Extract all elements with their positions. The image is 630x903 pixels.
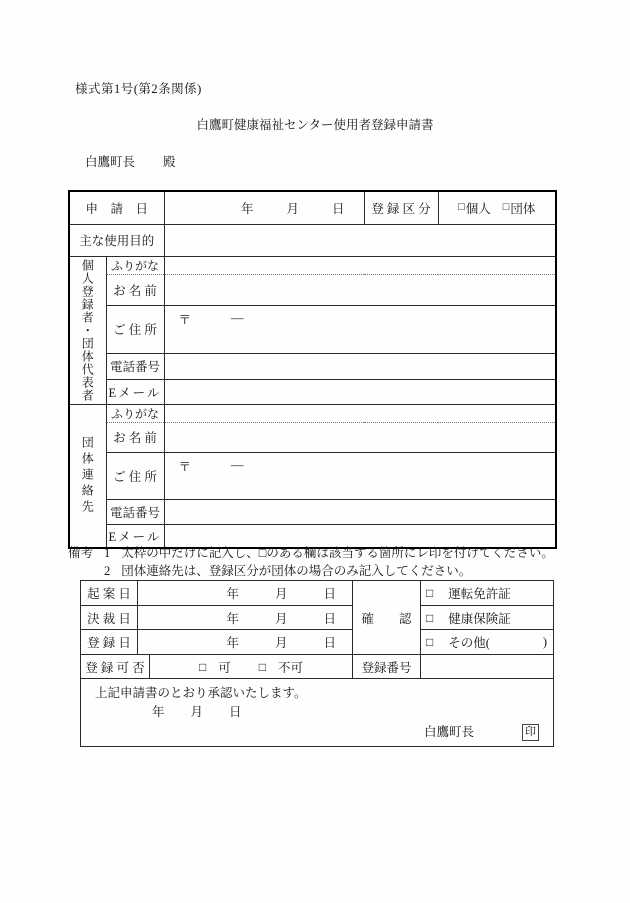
category-options-cell [438, 191, 556, 224]
document-option-insurance [421, 606, 554, 630]
seal-mark: 印 [522, 724, 539, 741]
org-furigana-label: ふりがな [106, 404, 164, 422]
date-unit-labels [144, 633, 346, 651]
category-option-individual [458, 199, 491, 217]
note-line-2 [104, 562, 554, 580]
day-label: 日 [229, 705, 242, 719]
decision-date-row [81, 606, 554, 630]
draft-date-row [81, 581, 554, 606]
document-option-license [421, 581, 554, 606]
month-label: 月 [274, 587, 288, 601]
person-email-field[interactable] [164, 379, 556, 404]
decision-date-label: 決 裁 日 [81, 606, 138, 630]
confirm-label: 確 認 [353, 581, 421, 655]
year-label: 年 [152, 705, 165, 719]
person-name-field[interactable] [164, 275, 556, 306]
approval-row [81, 655, 554, 679]
date-unit-labels [144, 609, 346, 627]
purpose-row [69, 224, 556, 256]
mayor-signature-line [95, 722, 539, 742]
org-name-field[interactable] [164, 422, 556, 452]
person-furigana-field[interactable] [164, 256, 556, 275]
approval-label: 登 録 可 否 [81, 655, 150, 679]
month-label: 月 [190, 705, 204, 719]
org-address-field[interactable] [164, 452, 556, 499]
postal-line [171, 453, 550, 475]
person-name-row [69, 275, 556, 306]
other-label: その他( [448, 636, 490, 650]
license-checkbox[interactable]: □ [426, 586, 434, 600]
note-text: 太枠の中だけに記入し、□のある欄は該当する箇所にレ印を付けてください。 [121, 546, 554, 560]
month-label: 月 [286, 201, 299, 216]
category-option-group [503, 199, 536, 217]
person-furigana-row [69, 256, 556, 275]
postal-dash: ― [231, 458, 244, 472]
draft-date-field[interactable] [138, 581, 353, 606]
year-label: 年 [226, 611, 239, 626]
office-use-table [80, 580, 554, 747]
month-label: 月 [274, 611, 288, 626]
insurance-label: 健康保険証 [448, 611, 511, 626]
note-line-1 [68, 544, 554, 562]
org-furigana-row [69, 404, 556, 422]
purpose-field[interactable] [164, 224, 556, 256]
date-unit-labels [144, 584, 346, 602]
day-label: 日 [323, 587, 336, 601]
person-address-field[interactable] [164, 305, 556, 353]
application-date-field[interactable] [164, 191, 364, 224]
day-label: 日 [323, 636, 336, 650]
purpose-label: 主な使用目的 [69, 224, 164, 256]
person-email-label: Eメール [106, 379, 164, 404]
registration-date-label: 登 録 日 [81, 630, 138, 655]
registration-date-field[interactable] [138, 630, 353, 655]
addressee-line [85, 152, 176, 170]
insurance-checkbox[interactable]: □ [426, 610, 434, 625]
individual-label: 個人 [465, 201, 491, 216]
note-text: 団体連絡先は、登録区分が団体の場合のみ記入してください。 [121, 564, 472, 578]
approval-statement-row [81, 679, 554, 747]
mayor-label: 白鷹町長 [423, 725, 474, 739]
month-label: 月 [274, 636, 288, 650]
addressee-honorific: 殿 [163, 155, 176, 169]
registration-number-field[interactable] [421, 655, 554, 679]
decision-date-field[interactable] [138, 606, 353, 630]
approval-date-line[interactable] [152, 703, 539, 722]
org-address-row [69, 452, 556, 499]
approve-label: 可 [218, 660, 231, 675]
form-number: 様式第1号(第2条関係) [75, 82, 202, 96]
year-label: 年 [226, 587, 239, 601]
category-label: 登 録 区 分 [364, 191, 438, 224]
year-label: 年 [226, 636, 239, 650]
application-table [68, 190, 557, 549]
day-label: 日 [331, 201, 345, 216]
approval-option-no [259, 658, 303, 676]
individual-checkbox[interactable]: □ [458, 201, 465, 214]
person-phone-label: 電話番号 [106, 354, 164, 380]
approval-statement: 上記申請書のとおり承認いたします。 [95, 686, 307, 700]
group-label: 団体 [510, 201, 536, 216]
org-furigana-field[interactable] [164, 404, 556, 422]
org-name-row [69, 422, 556, 452]
person-phone-row [69, 354, 556, 380]
document-option-other [421, 630, 554, 655]
approval-statement-cell [81, 679, 554, 747]
application-date-label: 申 請 日 [69, 191, 164, 224]
group-checkbox[interactable]: □ [502, 201, 510, 214]
org-phone-label: 電話番号 [106, 499, 164, 524]
person-address-row [69, 305, 556, 353]
approval-options-cell [150, 655, 353, 679]
person-email-row [69, 379, 556, 404]
draft-date-label: 起 案 日 [81, 581, 138, 606]
person-furigana-label: ふりがな [106, 256, 164, 275]
application-date-row [69, 191, 556, 224]
notes-label: 備考 [68, 546, 94, 560]
org-address-label: ご 住 所 [106, 452, 164, 499]
notes-block [68, 544, 554, 580]
approve-checkbox[interactable]: □ [198, 659, 207, 674]
note-number: 2 [104, 564, 111, 578]
postal-line [171, 306, 550, 328]
day-label: 日 [323, 611, 336, 626]
org-email-label: Eメール [106, 524, 164, 548]
registration-number-label: 登録番号 [353, 655, 421, 679]
other-checkbox[interactable]: □ [426, 635, 434, 649]
person-section-label: 個人登録者・団体代表者 [69, 256, 106, 404]
reject-checkbox[interactable]: □ [258, 659, 266, 674]
reject-label: 不可 [278, 660, 304, 675]
postal-mark: 〒 [178, 459, 192, 474]
org-section-label: 団体連絡先 [69, 404, 106, 548]
org-phone-field[interactable] [164, 499, 556, 524]
date-unit-labels [171, 199, 358, 217]
org-phone-row [69, 499, 556, 524]
postal-dash: ― [231, 311, 244, 326]
other-label-close: ) [542, 634, 547, 649]
page-title: 白鷹町健康福祉センター使用者登録申請書 [196, 118, 434, 132]
registration-date-row [81, 630, 554, 655]
org-name-label: お 名 前 [106, 422, 164, 452]
person-phone-field[interactable] [164, 354, 556, 380]
note-number: 1 [104, 546, 111, 560]
year-label: 年 [240, 201, 254, 216]
person-name-label: お 名 前 [106, 275, 164, 306]
addressee-name: 白鷹町長 [85, 155, 136, 169]
postal-mark: 〒 [178, 312, 192, 327]
person-address-label: ご 住 所 [106, 305, 164, 353]
license-label: 運転免許証 [448, 587, 511, 601]
approval-option-yes [199, 658, 231, 676]
